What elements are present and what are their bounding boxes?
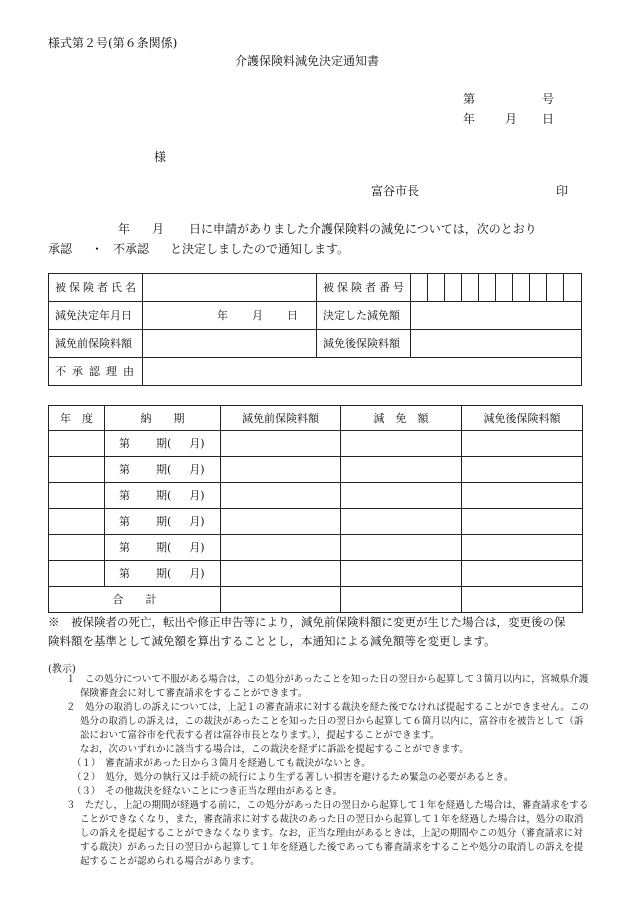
insured-number-digit: [530, 274, 547, 302]
insured-number-label: 被保険者番号: [317, 274, 411, 302]
insured-name-field: [143, 274, 317, 302]
insured-name-label: 被保険者氏名: [49, 274, 143, 302]
period-dai: 第: [119, 567, 130, 580]
period-month: 月): [189, 463, 205, 476]
intro-year: 年: [118, 222, 131, 236]
period-dai: 第: [119, 541, 130, 554]
header-payment-period: 納 期: [105, 406, 221, 431]
doc-number-prefix: 第: [463, 92, 476, 106]
header-after-amount: 減免後保険料額: [462, 406, 583, 431]
note-line2: 険料額を基準として減免額を算出することとし，本通知による減免額等を変更します。: [48, 634, 496, 648]
period-ki: 期(: [156, 567, 172, 580]
instruction-body: [52, 673, 592, 869]
decided-amount-field: [411, 302, 582, 330]
period-month: 月): [189, 437, 205, 450]
after-amount-field: [411, 330, 582, 358]
table-row: [49, 509, 583, 535]
insured-number-digit: [462, 274, 479, 302]
insured-number-digit: [428, 274, 445, 302]
total-label: 合 計: [49, 587, 221, 613]
decision-date-field: [143, 302, 317, 330]
insured-number-digit: [411, 274, 428, 302]
total-row: [49, 587, 583, 613]
table-row: [49, 561, 583, 587]
issue-date-year: 年: [463, 112, 476, 126]
table-row: [49, 457, 583, 483]
reason-field: [143, 358, 582, 386]
intro-line2: と決定しましたので通知します。: [170, 242, 350, 256]
period-month: 月): [189, 567, 205, 580]
instruction-item-2-sub: なお，次のいずれかに該当する場合は，この裁決を経ずに訴訟を提起することができます。: [80, 744, 469, 755]
seal-mark: 印: [556, 184, 569, 198]
insured-number-digit: [479, 274, 496, 302]
decision-date-year: 年: [217, 309, 228, 322]
period-dai: 第: [119, 437, 130, 450]
insured-number-digit: [547, 274, 564, 302]
insured-number-digit: [496, 274, 513, 302]
form-number: 様式第２号(第６条関係): [48, 36, 178, 50]
period-ki: 期(: [156, 463, 172, 476]
instruction-item-2: ２ 処分の取消しの訴えについては，上記１の審査請求に対する裁決を経た後でなければ提起することができません。この処分の取消しの訴えは，この裁決があったことを知った日の翌日から起算して６箇月以内に，富谷市を被告として（訴訟において富谷市を代表する者は富谷市長となります。），提起することができます。: [66, 702, 589, 741]
instruction-item-3: ３ ただし，上記の期間が経過する前に，この処分があった日の翌日から起算して１年を経過した場合は，審査請求をすることができなくなり，また，審査請求に対する裁決のあった日の翌日から起算して１年を経過した場合は，処分の取消しの訴えを提起することができなくなります。なお，正当な理由があるときは，上記の期間やこの処分（審査請求に対する裁決）があった日の翌日から起算して１年を経過した後であっても審査請求をすることや処分の取消しの訴えを提起することが認められる場合があります。: [66, 800, 589, 867]
header-before-amount: 減免前保険料額: [221, 406, 341, 431]
period-dai: 第: [119, 515, 130, 528]
instruction-heading: (教示): [48, 664, 76, 675]
period-ki: 期(: [156, 437, 172, 450]
option-separator: ・: [91, 242, 104, 256]
period-month: 月): [189, 541, 205, 554]
insured-number-digit: [445, 274, 462, 302]
before-amount-label: 減免前保険料額: [49, 330, 143, 358]
decided-amount-label: 決定した減免額: [317, 302, 411, 330]
period-dai: 第: [119, 463, 130, 476]
issuer-name: 富谷市長: [371, 184, 420, 198]
insured-number-digit: [564, 274, 582, 302]
header-reduction-amount: 減 免 額: [341, 406, 462, 431]
after-amount-label: 減免後保険料額: [317, 330, 411, 358]
reason-label: 不承認理由: [49, 358, 143, 386]
header-fiscal-year: 年 度: [49, 406, 105, 431]
note-line1: ※ 被保険者の死亡，転出や修正申告等により，減免前保険料額に変更が生じた場合は，変更後の保: [48, 615, 566, 629]
issue-date-month: 月: [505, 112, 518, 126]
table-row: [49, 431, 583, 457]
intro-month: 月: [152, 222, 165, 236]
decision-date-label: 減免決定年月日: [49, 302, 143, 330]
decision-date-month: 月: [252, 309, 263, 322]
decision-date-day: 日: [287, 309, 298, 322]
period-month: 月): [189, 489, 205, 502]
period-ki: 期(: [156, 489, 172, 502]
before-amount-field: [143, 330, 317, 358]
period-dai: 第: [119, 489, 130, 502]
approve-option: 承認: [48, 242, 73, 256]
info-table: [48, 273, 582, 386]
intro-line1: 日に申請がありました介護保険料の減免については，次のとおり: [189, 222, 537, 236]
period-table: [48, 405, 583, 613]
period-month: 月): [189, 515, 205, 528]
insured-number-digit: [513, 274, 530, 302]
table-row: [49, 483, 583, 509]
instruction-sub-2: （２） 処分，処分の執行又は手続の続行により生ずる著しい損害を避けるため緊急の必要があるとき。: [72, 772, 514, 783]
period-ki: 期(: [156, 541, 172, 554]
instruction-sub-3: （３） その他裁決を経ないことにつき正当な理由があるとき。: [72, 786, 343, 797]
table-row: [49, 535, 583, 561]
instruction-sub-1: （１） 審査請求があった日から３箇月を経過しても裁決がないとき。: [72, 758, 371, 769]
addressee-suffix: 様: [154, 150, 167, 164]
document-title: 介護保険料減免決定通知書: [235, 54, 380, 68]
instruction-item-1: １ この処分について不服がある場合は，この処分があったことを知った日の翌日から起算して３箇月以内に，宮城県介護保険審査会に対して審査請求をすることができます。: [66, 674, 589, 699]
disapprove-option: 不承認: [113, 242, 150, 256]
doc-number-suffix: 号: [542, 92, 555, 106]
period-ki: 期(: [156, 515, 172, 528]
issue-date-day: 日: [542, 112, 555, 126]
